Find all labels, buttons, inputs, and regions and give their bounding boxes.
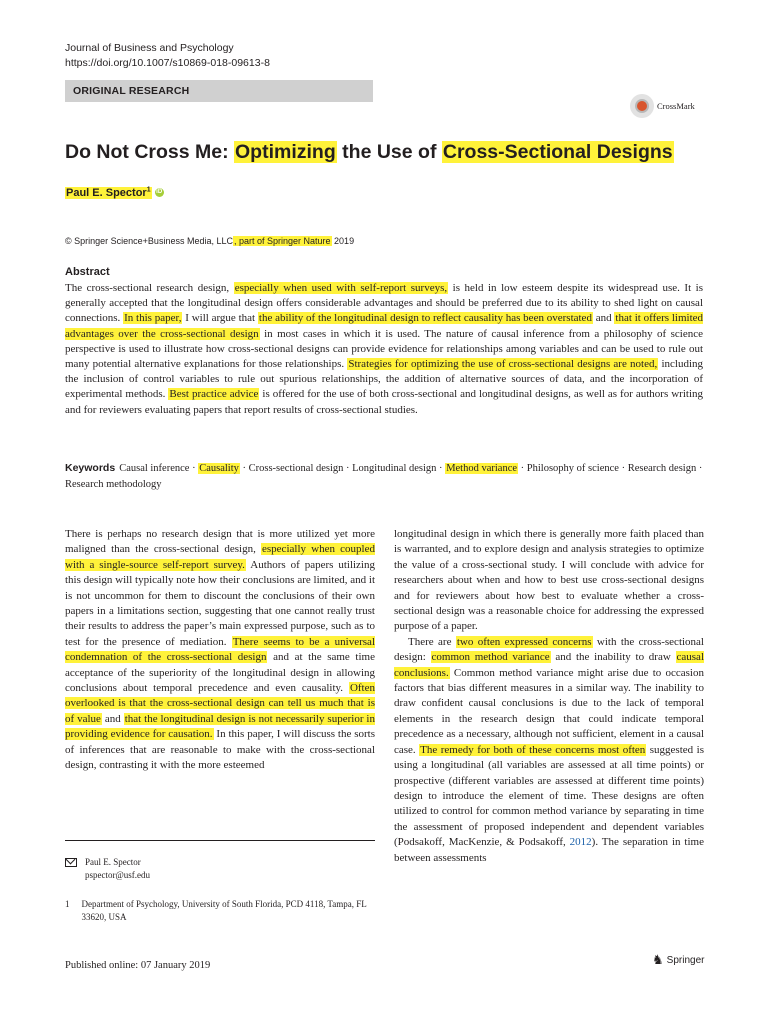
highlight: , part of Springer Nature bbox=[233, 236, 331, 246]
paragraph: There is perhaps no research design that is more utilized yet more maligned than the cross-sectional design, especially when coupled with a single-source self-report survey. Authors of papers utilizing this design will typically note how their conclusions are limited, and it is not uncommon for them to discount the conclusions of their own papers in a limitations section, suggesting that one cannot really trust their results to address the paper’s main expressed purpose, such as to test for the presence of mediation. There seems to be a universal condemnation of the cross-sectional design and at the same time acceptance of the superiority of the longitudinal design in allowing conclusions about temporal precedence and even causality. Often overlooked is that the cross-sectional design can tell us much that is of value and that the longitudinal design is not necessarily superior in providing evidence for causation. In this paper, I will discuss the sorts of inferences that are reasonable to make with the cross-sectional design, contrasting it with the more esteemed bbox=[65, 528, 375, 772]
copyright-icon: © bbox=[65, 236, 72, 246]
body-right-column bbox=[394, 527, 704, 866]
highlight: Often overlooked is that the cross-sectional design can tell us much that is of value bbox=[65, 682, 375, 725]
paragraph: There are two often expressed concerns with the cross-sectional design: common method variance and the inability to draw causal conclusions. Common method variance might arise due to occasion factors that bias different measures in a similar way. The inability to draw confident causal conclusions is due to the lack of temporal elements in the research design that could indicate temporal precedence as a necessary, although not sufficient, element in a causal case. The remedy for both of these concerns most often suggested is using a longitudinal (all variables are assessed at all time points) or prospective (different variables are assessed at different time points) design to introduce the element of time. These designs are often utilized to control for common method variance by separating in time the assessment of proposed independent and dependent variables (Podsakoff, MacKenzie, & Podsakoff, 2012). The separation in time between assessments bbox=[394, 635, 704, 864]
journal-name: Journal of Business and Psychology bbox=[65, 42, 234, 54]
highlight: In this paper, bbox=[124, 312, 182, 325]
publisher-logo bbox=[652, 952, 704, 968]
crossmark-label: CrossMark bbox=[657, 101, 695, 111]
corresponding-author bbox=[65, 856, 150, 881]
highlight: Method variance bbox=[446, 463, 518, 474]
body-left-column bbox=[65, 527, 375, 774]
citation-link[interactable]: 2012 bbox=[569, 836, 592, 849]
highlight: Cross-Sectional Designs bbox=[442, 141, 673, 163]
contact-name: Paul E. Spector bbox=[85, 857, 141, 867]
keywords-label: Keywords bbox=[65, 462, 116, 474]
highlight: Strategies for optimizing the use of cross-sectional designs are noted, bbox=[348, 358, 658, 371]
crossmark-icon bbox=[630, 94, 654, 118]
abstract-heading: Abstract bbox=[65, 266, 110, 278]
highlight: the ability of the longitudinal design to reflect causality has been overstated bbox=[258, 312, 592, 325]
author-line bbox=[65, 182, 164, 201]
highlight: common method variance bbox=[431, 651, 550, 664]
section-banner: ORIGINAL RESEARCH bbox=[65, 80, 373, 102]
highlight: Best practice advice bbox=[169, 388, 259, 401]
highlight: There seems to be a universal condemnation of the cross-sectional design bbox=[65, 635, 375, 664]
published-date: Published online: 07 January 2019 bbox=[65, 960, 211, 971]
paragraph: longitudinal design in which there is generally more faith placed than is warranted, and to explore design and analysis strategies to optimize the value of a cross-sectional study. I will conclude with advice for researchers about when and how to best use cross-sectional designs and for reviewers about how best to evaluate whether a cross-sectional design was a reasonable choice for addressing the expressed purpose of a paper. bbox=[394, 528, 704, 633]
paper-title: Do Not Cross Me: Optimizing the Use of Cross-Sectional Designs bbox=[65, 141, 673, 163]
author-name[interactable]: Paul E. Spector$^1$ bbox=[66, 186, 151, 199]
copyright-line: © Springer Science+Business Media, LLC, part of Springer Nature 2019 bbox=[65, 236, 355, 246]
abstract-body: The cross-sectional research design, especially when used with self-report surveys, is held in low esteem despite its widespread use. It is generally accepted that the longitudinal design offers considerable advantages and should be preferred due to its ability to shed light on causal connections. In this paper, I will argue that the ability of the longitudinal design to reflect causality has been overstated and that it offers limited advantages over the cross-sectional design in most cases in which it is used. The nature of causal inference from a philosophy of science perspective is used to illustrate how cross-sectional designs can provide evidence for relationships among variables and can be used to rule out many potential alternative explanations for those relationships. Strategies for optimizing the use of cross-sectional designs are noted, including the inclusion of control variables to rule out spurious relationships, the addition of alternative sources of data, and the incorporation of experimental methods. Best practice advice is offered for the use of both cross-sectional and longitudinal designs, as well as for authors writing and for reviewers evaluating papers that report results of cross-sectional studies. bbox=[65, 282, 704, 416]
highlight: Optimizing bbox=[235, 141, 336, 163]
highlight: that it offers limited advantages over the cross-sectional design bbox=[65, 312, 704, 340]
affiliation-footnote bbox=[65, 898, 375, 923]
highlight: that the longitudinal design is not necessarily superior in providing evidence for causation. bbox=[65, 712, 375, 741]
footnote-divider bbox=[65, 840, 375, 841]
crossmark-badge[interactable] bbox=[630, 94, 695, 118]
keywords: Keywords Causal inference · Causality · Cross-sectional design · Longitudinal design · Method variance · Philosophy of science · Research design · Research methodology bbox=[65, 462, 703, 490]
contact-email[interactable]: pspector@usf.edu bbox=[85, 869, 151, 880]
highlight: causal conclusions. bbox=[394, 651, 704, 679]
envelope-icon bbox=[65, 858, 77, 867]
affiliation-text: Department of Psychology, University of South Florida, PCD 4118, Tampa, FL 33620, USA bbox=[81, 899, 367, 922]
doi-link[interactable]: https://doi.org/10.1007/s10869-018-09613-8 bbox=[65, 57, 270, 69]
springer-horse-icon: ♞ bbox=[652, 952, 664, 967]
highlight: The remedy for both of these concerns most often bbox=[420, 743, 646, 756]
publisher-name: Springer bbox=[666, 954, 705, 966]
highlight: especially when used with self-report surveys, bbox=[234, 282, 448, 294]
highlight: two often expressed concerns bbox=[456, 635, 592, 648]
orcid-icon[interactable]: iD bbox=[156, 189, 163, 196]
journal-header bbox=[65, 41, 270, 71]
highlight: especially when coupled with a single-source self-report survey. bbox=[65, 543, 375, 571]
highlight: Causality bbox=[199, 463, 239, 474]
footnote-number: 1 bbox=[65, 899, 70, 909]
